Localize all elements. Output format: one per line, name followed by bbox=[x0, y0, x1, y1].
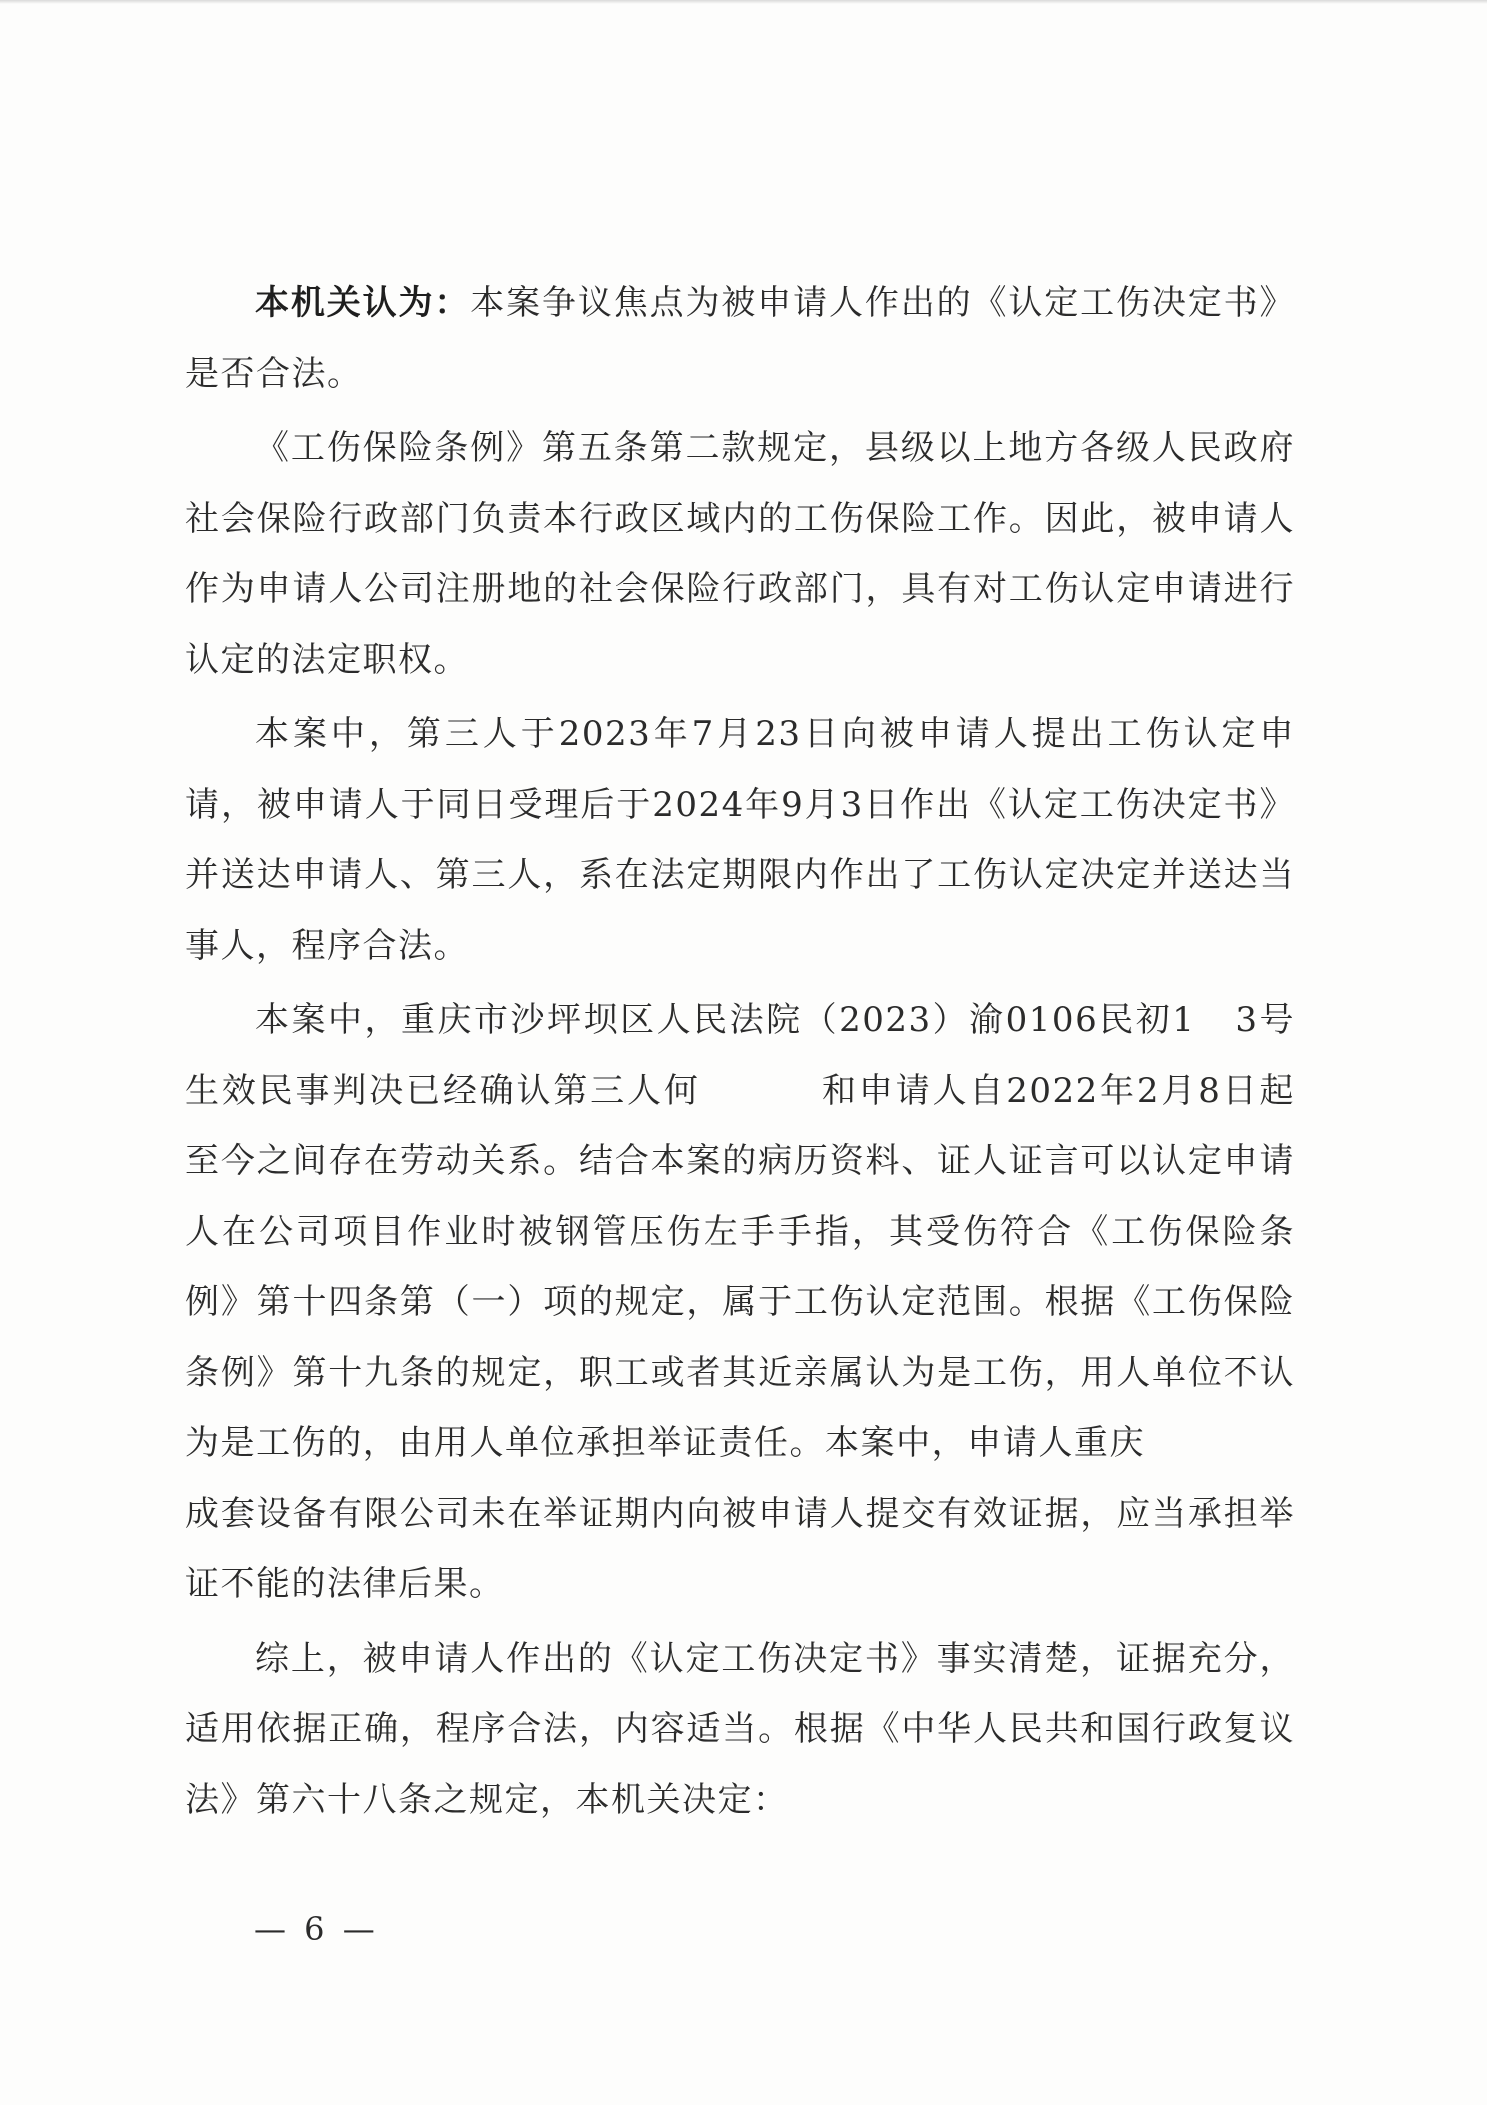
page-number: — 6 — bbox=[254, 1910, 379, 1948]
paragraph-conclusion bbox=[185, 1624, 1295, 1836]
scan-edge bbox=[0, 0, 1487, 4]
paragraph-opinion bbox=[185, 268, 1295, 409]
opinion-text: 本案争议焦点为被申请人作出的《认定工伤决定书》是否合法。 bbox=[185, 283, 1295, 394]
facts-text-part4: 成套设备有限公司未在举证期内向被申请人提交有效证据，应当承担举证不能的法律后果。 bbox=[185, 1493, 1295, 1604]
procedure-text: 本案中，第三人于2023年7月23日向被申请人提出工伤认定申请，被申请人于同日受理后于2024年9月3日作出《认定工伤决定书》并送达申请人、第三人，系在法定期限内作出了工伤认定决定并送达当事人，程序合法。 bbox=[185, 714, 1295, 966]
paragraph-procedure bbox=[185, 699, 1295, 981]
authority-text: 《工伤保险条例》第五条第二款规定，县级以上地方各级人民政府社会保险行政部门负责本行政区域内的工伤保险工作。因此，被申请人作为申请人公司注册地的社会保险行政部门，具有对工伤认定申请进行认定的法定职权。 bbox=[185, 428, 1295, 680]
facts-text-part2: 3号生效民事判决已经确认第三人何 bbox=[185, 1000, 1295, 1111]
document-body bbox=[185, 268, 1295, 1839]
redacted-company-name bbox=[1145, 1453, 1295, 1454]
redacted-case-number bbox=[1195, 1030, 1235, 1031]
facts-text-part1: 本案中，重庆市沙坪坝区人民法院（2023）渝0106民初1 bbox=[255, 1000, 1196, 1040]
paragraph-facts bbox=[185, 985, 1295, 1620]
redacted-person-name bbox=[701, 1101, 821, 1102]
conclusion-text: 综上，被申请人作出的《认定工伤决定书》事实清楚，证据充分，适用依据正确，程序合法，内容适当。根据《中华人民共和国行政复议法》第六十八条之规定，本机关决定： bbox=[185, 1638, 1295, 1820]
paragraph-authority bbox=[185, 413, 1295, 695]
opinion-heading: 本机关认为： bbox=[255, 283, 471, 323]
facts-text-part3: 和申请人自2022年2月8日起至今之间存在劳动关系。结合本案的病历资料、证人证言可以认定申请人在公司项目作业时被钢管压伤左手手指，其受伤符合《工伤保险条例》第十四条第（一）项的规定，属于工伤认定范围。根据《工伤保险条例》第十九条的规定，职工或者其近亲属认为是工伤，用人单位不认为是工伤的，由用人单位承担举证责任。本案中，申请人重庆 bbox=[185, 1070, 1295, 1463]
